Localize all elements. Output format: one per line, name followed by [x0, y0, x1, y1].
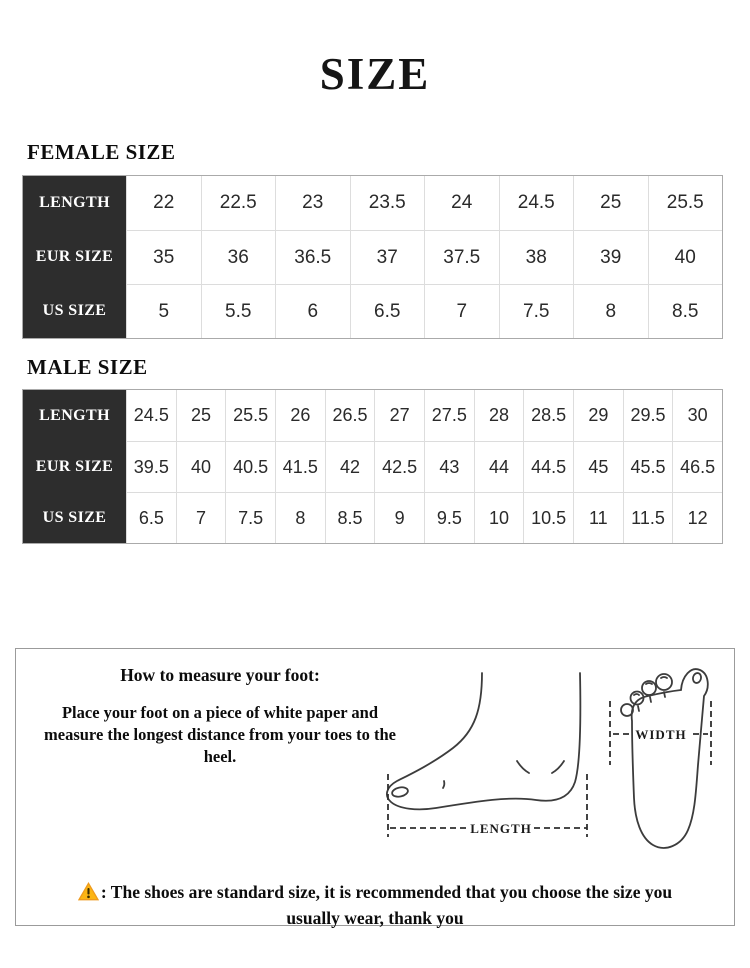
toe-5 — [621, 704, 633, 716]
big-toenail-detail — [692, 672, 702, 684]
size-value-cell: 9.5 — [424, 492, 474, 543]
size-value-cell: 25.5 — [225, 390, 275, 441]
size-value-cell: 46.5 — [672, 441, 722, 492]
toenail-detail — [391, 786, 409, 798]
size-value-cell: 12 — [672, 492, 722, 543]
size-value-cell: 35 — [126, 230, 201, 284]
size-value-cell: 7.5 — [225, 492, 275, 543]
measure-instructions: Place your foot on a piece of white paper and measure the longest distance from your toes to the heel. — [44, 703, 396, 766]
size-value-cell: 39.5 — [126, 441, 176, 492]
size-value-cell: 42 — [325, 441, 375, 492]
size-value-cell: 11 — [573, 492, 623, 543]
size-value-cell: 29 — [573, 390, 623, 441]
row-label-cell: EUR SIZE — [23, 441, 126, 492]
row-label-cell: LENGTH — [23, 176, 126, 230]
ankle-mark-left — [517, 761, 529, 773]
size-value-cell: 41.5 — [275, 441, 325, 492]
size-value-cell: 10.5 — [523, 492, 573, 543]
size-value-cell: 39 — [573, 230, 648, 284]
size-value-cell: 30 — [672, 390, 722, 441]
size-value-cell: 24.5 — [126, 390, 176, 441]
size-value-cell: 44 — [474, 441, 524, 492]
size-value-cell: 27 — [374, 390, 424, 441]
size-value-cell: 25.5 — [648, 176, 723, 230]
size-value-cell: 40 — [648, 230, 723, 284]
size-value-cell: 7 — [176, 492, 226, 543]
warning-icon — [78, 882, 99, 901]
size-value-cell: 45.5 — [623, 441, 673, 492]
size-value-cell: 5.5 — [201, 284, 276, 338]
male-size-table — [22, 389, 723, 544]
standard-size-note-text: : The shoes are standard size, it is recommended that you choose the size you usually wear, thank you — [100, 881, 673, 928]
male-size-heading: MALE SIZE — [27, 355, 148, 379]
size-value-cell: 28 — [474, 390, 524, 441]
female-size-table — [22, 175, 723, 339]
size-value-cell: 25 — [176, 390, 226, 441]
row-label-cell: US SIZE — [23, 284, 126, 338]
row-label-cell: LENGTH — [23, 390, 126, 441]
size-value-cell: 5 — [126, 284, 201, 338]
size-value-cell: 8.5 — [325, 492, 375, 543]
size-value-cell: 6 — [275, 284, 350, 338]
size-value-cell: 25 — [573, 176, 648, 230]
size-value-cell: 7.5 — [499, 284, 574, 338]
length-label: LENGTH — [470, 821, 532, 836]
size-value-cell: 38 — [499, 230, 574, 284]
footprint-sole-illustration — [604, 659, 716, 857]
measure-heading: How to measure your foot: — [120, 665, 320, 685]
size-value-cell: 45 — [573, 441, 623, 492]
size-value-cell: 6.5 — [350, 284, 425, 338]
female-size-section — [0, 140, 750, 339]
page-title: SIZE — [319, 49, 431, 99]
size-value-cell: 7 — [424, 284, 499, 338]
size-value-cell: 40 — [176, 441, 226, 492]
width-label: WIDTH — [635, 727, 687, 742]
measure-guide-box — [15, 648, 735, 926]
size-value-cell: 40.5 — [225, 441, 275, 492]
size-value-cell: 24 — [424, 176, 499, 230]
size-value-cell: 43 — [424, 441, 474, 492]
size-value-cell: 6.5 — [126, 492, 176, 543]
instep-mark — [443, 781, 444, 788]
measure-text-block — [44, 665, 396, 767]
size-value-cell: 26 — [275, 390, 325, 441]
size-value-cell: 22 — [126, 176, 201, 230]
size-value-cell: 44.5 — [523, 441, 573, 492]
size-value-cell: 37.5 — [424, 230, 499, 284]
size-value-cell: 42.5 — [374, 441, 424, 492]
size-value-cell: 36 — [201, 230, 276, 284]
size-value-cell: 37 — [350, 230, 425, 284]
size-value-cell: 11.5 — [623, 492, 673, 543]
row-label-cell: EUR SIZE — [23, 230, 126, 284]
male-size-section — [0, 355, 750, 544]
ankle-mark-right — [552, 761, 564, 773]
standard-size-note — [16, 879, 734, 932]
size-value-cell: 29.5 — [623, 390, 673, 441]
foot-side-view-illustration — [382, 671, 610, 843]
size-value-cell: 8.5 — [648, 284, 723, 338]
size-value-cell: 36.5 — [275, 230, 350, 284]
size-value-cell: 10 — [474, 492, 524, 543]
size-value-cell: 23.5 — [350, 176, 425, 230]
size-value-cell: 22.5 — [201, 176, 276, 230]
size-value-cell: 8 — [275, 492, 325, 543]
size-value-cell: 8 — [573, 284, 648, 338]
size-value-cell: 26.5 — [325, 390, 375, 441]
size-value-cell: 9 — [374, 492, 424, 543]
size-value-cell: 24.5 — [499, 176, 574, 230]
size-value-cell: 27.5 — [424, 390, 474, 441]
size-value-cell: 23 — [275, 176, 350, 230]
female-size-heading: FEMALE SIZE — [27, 140, 176, 164]
row-label-cell: US SIZE — [23, 492, 126, 543]
size-value-cell: 28.5 — [523, 390, 573, 441]
